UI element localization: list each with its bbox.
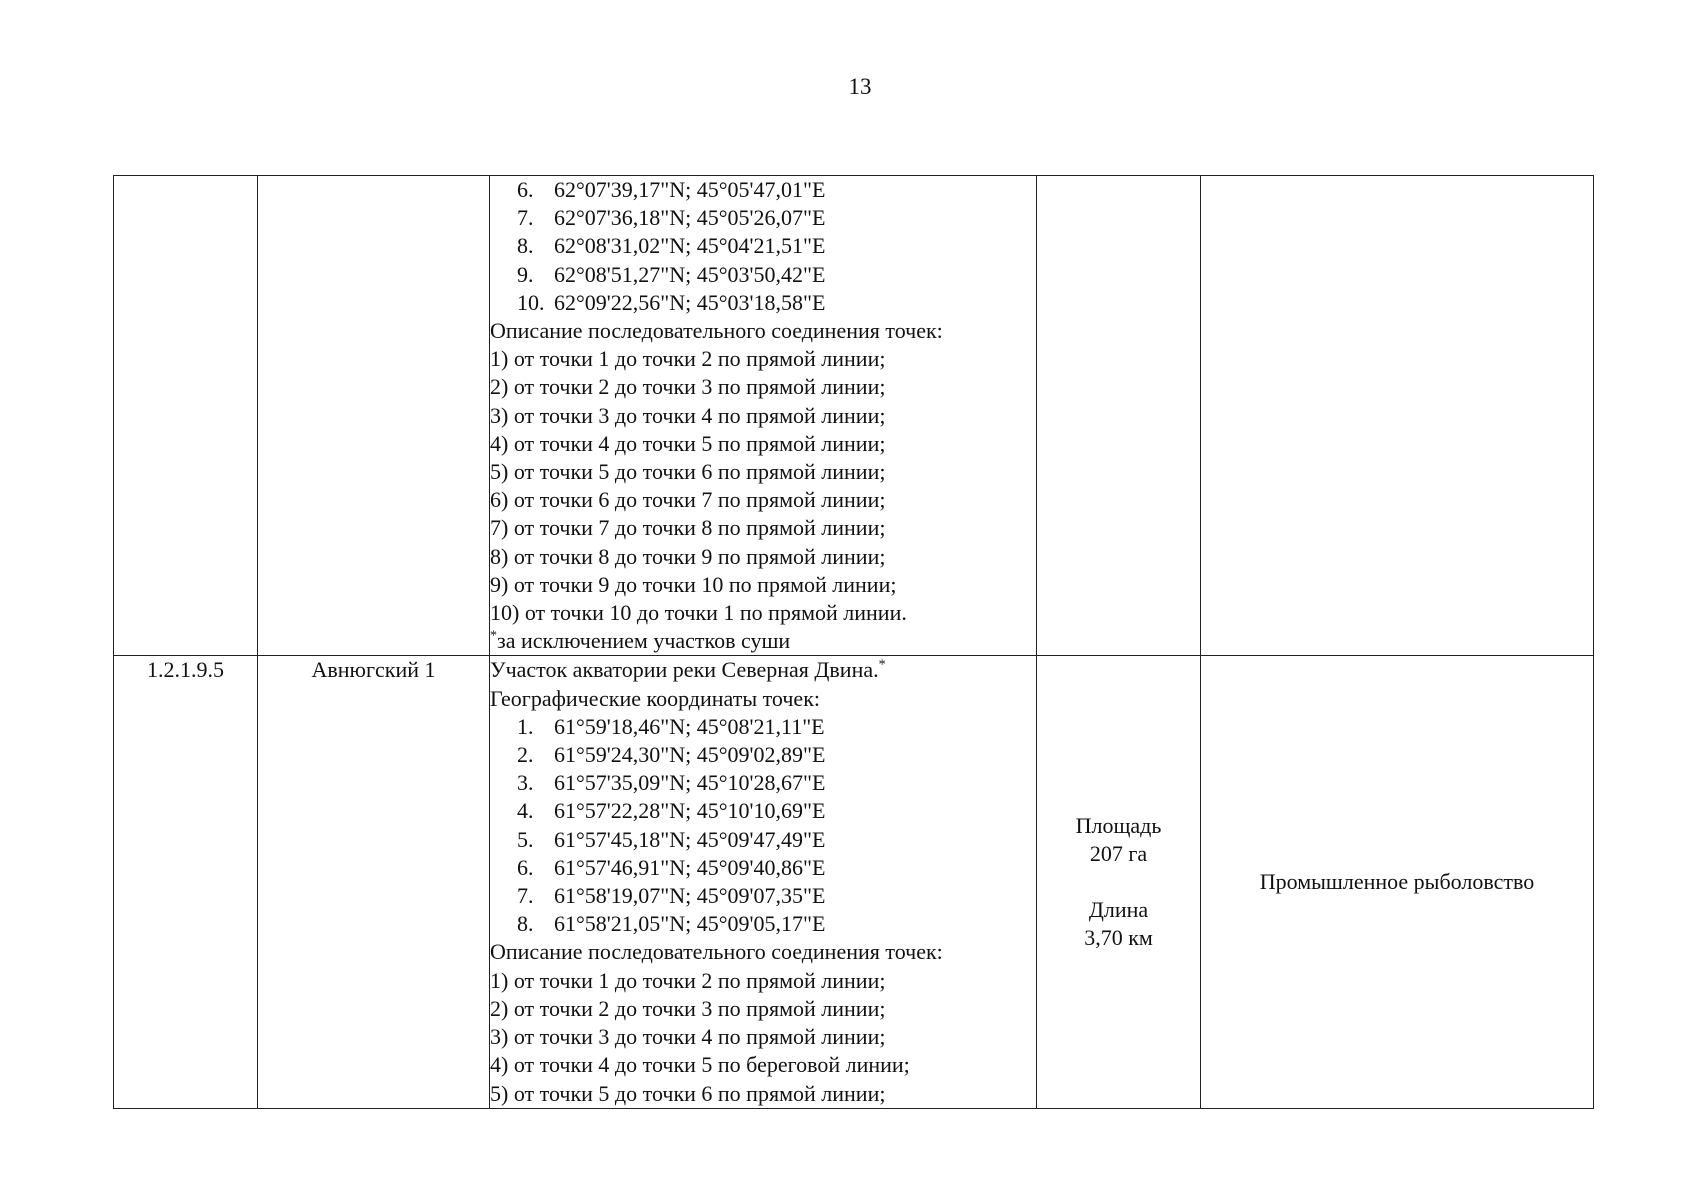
point-coordinates: 62°08'51,27"N; 45°03'50,42"E: [554, 261, 826, 287]
coordinate-point: [490, 826, 1036, 854]
number-cell: [114, 176, 258, 656]
connection-item: 6) от точки 6 до точки 7 по прямой линии;: [490, 487, 886, 513]
point-coordinates: 62°08'31,02"N; 45°04'21,51"E: [554, 233, 826, 259]
point-number: 1.: [517, 713, 534, 739]
coordinate-point: [490, 882, 1036, 910]
coordinates-heading: Географические координаты точек:: [490, 685, 820, 711]
name-cell: Авнюгский 1: [258, 656, 490, 1108]
site-title-text: Участок акватории реки Северная Двина.: [490, 657, 879, 683]
point-coordinates: 62°07'39,17"N; 45°05'47,01"E: [554, 177, 826, 202]
connection-item: 4) от точки 4 до точки 5 по береговой линии;: [490, 1052, 910, 1078]
connection-item: 8) от точки 8 до точки 9 по прямой линии;: [490, 543, 886, 569]
connection-heading: Описание последовательного соединения точек:: [490, 318, 943, 344]
area-value: 207 га: [1089, 840, 1148, 866]
connection-item: 2) от точки 2 до точки 3 по прямой линии;: [490, 995, 886, 1021]
connection-item: 3) от точки 3 до точки 4 по прямой линии;: [490, 402, 886, 428]
measurement-cell: [1037, 656, 1201, 1108]
coordinate-point: [490, 232, 1036, 260]
site-title: [490, 656, 1036, 684]
usage-cell: Промышленное рыболовство: [1201, 656, 1594, 1108]
connection-item: 1) от точки 1 до точки 2 по прямой линии;: [490, 346, 886, 372]
point-number: 3.: [517, 770, 534, 796]
title-footnote-mark: *: [878, 658, 886, 674]
connection-item: 1) от точки 1 до точки 2 по прямой линии;: [490, 967, 886, 993]
coordinates-list: [490, 713, 1036, 939]
fishing-sites-table: [113, 175, 1594, 1109]
coordinate-point: [490, 289, 1036, 317]
point-coordinates: 61°58'21,05"N; 45°09'05,17"E: [554, 911, 826, 937]
coordinate-point: [490, 854, 1036, 882]
point-coordinates: 61°58'19,07"N; 45°09'07,35"E: [554, 883, 826, 909]
connections-list: [490, 967, 1036, 1108]
connection-item: 9) от точки 9 до точки 10 по прямой линии;: [490, 571, 897, 597]
point-number: 7.: [517, 205, 534, 231]
connection-item: 4) от точки 4 до точки 5 по прямой линии;: [490, 430, 886, 456]
point-number: 6.: [517, 177, 534, 202]
point-number: 6.: [517, 854, 534, 880]
coordinates-list: [490, 176, 1036, 317]
coordinate-point: [490, 769, 1036, 797]
coordinate-point: [490, 176, 1036, 204]
point-number: 4.: [517, 798, 534, 824]
coordinate-point: [490, 713, 1036, 741]
connection-item: 2) от точки 2 до точки 3 по прямой линии;: [490, 374, 886, 400]
coordinate-point: [490, 261, 1036, 289]
area-label: Площадь: [1075, 812, 1162, 838]
connection-item: 7) от точки 7 до точки 8 по прямой линии;: [490, 515, 886, 541]
coordinate-point: [490, 741, 1036, 769]
connection-heading: Описание последовательного соединения точек:: [490, 939, 943, 965]
length-label: Длина: [1088, 897, 1149, 923]
point-number: 2.: [517, 742, 534, 768]
connections-list: [490, 345, 1036, 627]
connection-item: 3) от точки 3 до точки 4 по прямой линии;: [490, 1024, 886, 1050]
footnote: [490, 627, 1036, 655]
description-cell: [490, 176, 1037, 656]
connection-item: 5) от точки 5 до точки 6 по прямой линии;: [490, 459, 886, 485]
point-coordinates: 62°09'22,56"N; 45°03'18,58"E: [554, 289, 826, 315]
page-number: 13: [848, 74, 872, 99]
point-coordinates: 61°57'35,09"N; 45°10'28,67"E: [554, 770, 826, 796]
point-coordinates: 61°57'46,91"N; 45°09'40,86"E: [554, 854, 826, 880]
length-value: 3,70 км: [1084, 925, 1153, 951]
point-number: 9.: [517, 261, 534, 287]
number-cell: 1.2.1.9.5: [114, 656, 258, 1108]
connection-item: 10) от точки 10 до точки 1 по прямой линии.: [490, 600, 907, 626]
coordinate-point: [490, 797, 1036, 825]
point-coordinates: 62°07'36,18"N; 45°05'26,07"E: [554, 205, 826, 231]
footnote-mark: *: [490, 628, 497, 644]
usage-cell: [1201, 176, 1594, 656]
point-number: 10.: [517, 289, 545, 315]
point-number: 8.: [517, 233, 534, 259]
point-coordinates: 61°57'45,18"N; 45°09'47,49"E: [554, 826, 826, 852]
measurement-cell: [1037, 176, 1201, 656]
coordinate-point: [490, 204, 1036, 232]
point-number: 7.: [517, 883, 534, 909]
description-cell: [490, 656, 1037, 1108]
name-cell: [258, 176, 490, 656]
point-number: 5.: [517, 826, 534, 852]
table-row: [114, 656, 1594, 1108]
point-coordinates: 61°59'24,30"N; 45°09'02,89"E: [554, 742, 826, 768]
point-coordinates: 61°57'22,28"N; 45°10'10,69"E: [554, 798, 826, 824]
footnote-text: за исключением участков суши: [497, 628, 791, 654]
point-number: 8.: [517, 911, 534, 937]
point-coordinates: 61°59'18,46"N; 45°08'21,11"E: [554, 713, 825, 739]
table-row: [114, 176, 1594, 656]
connection-item: 5) от точки 5 до точки 6 по прямой линии;: [490, 1080, 886, 1106]
coordinate-point: [490, 910, 1036, 938]
